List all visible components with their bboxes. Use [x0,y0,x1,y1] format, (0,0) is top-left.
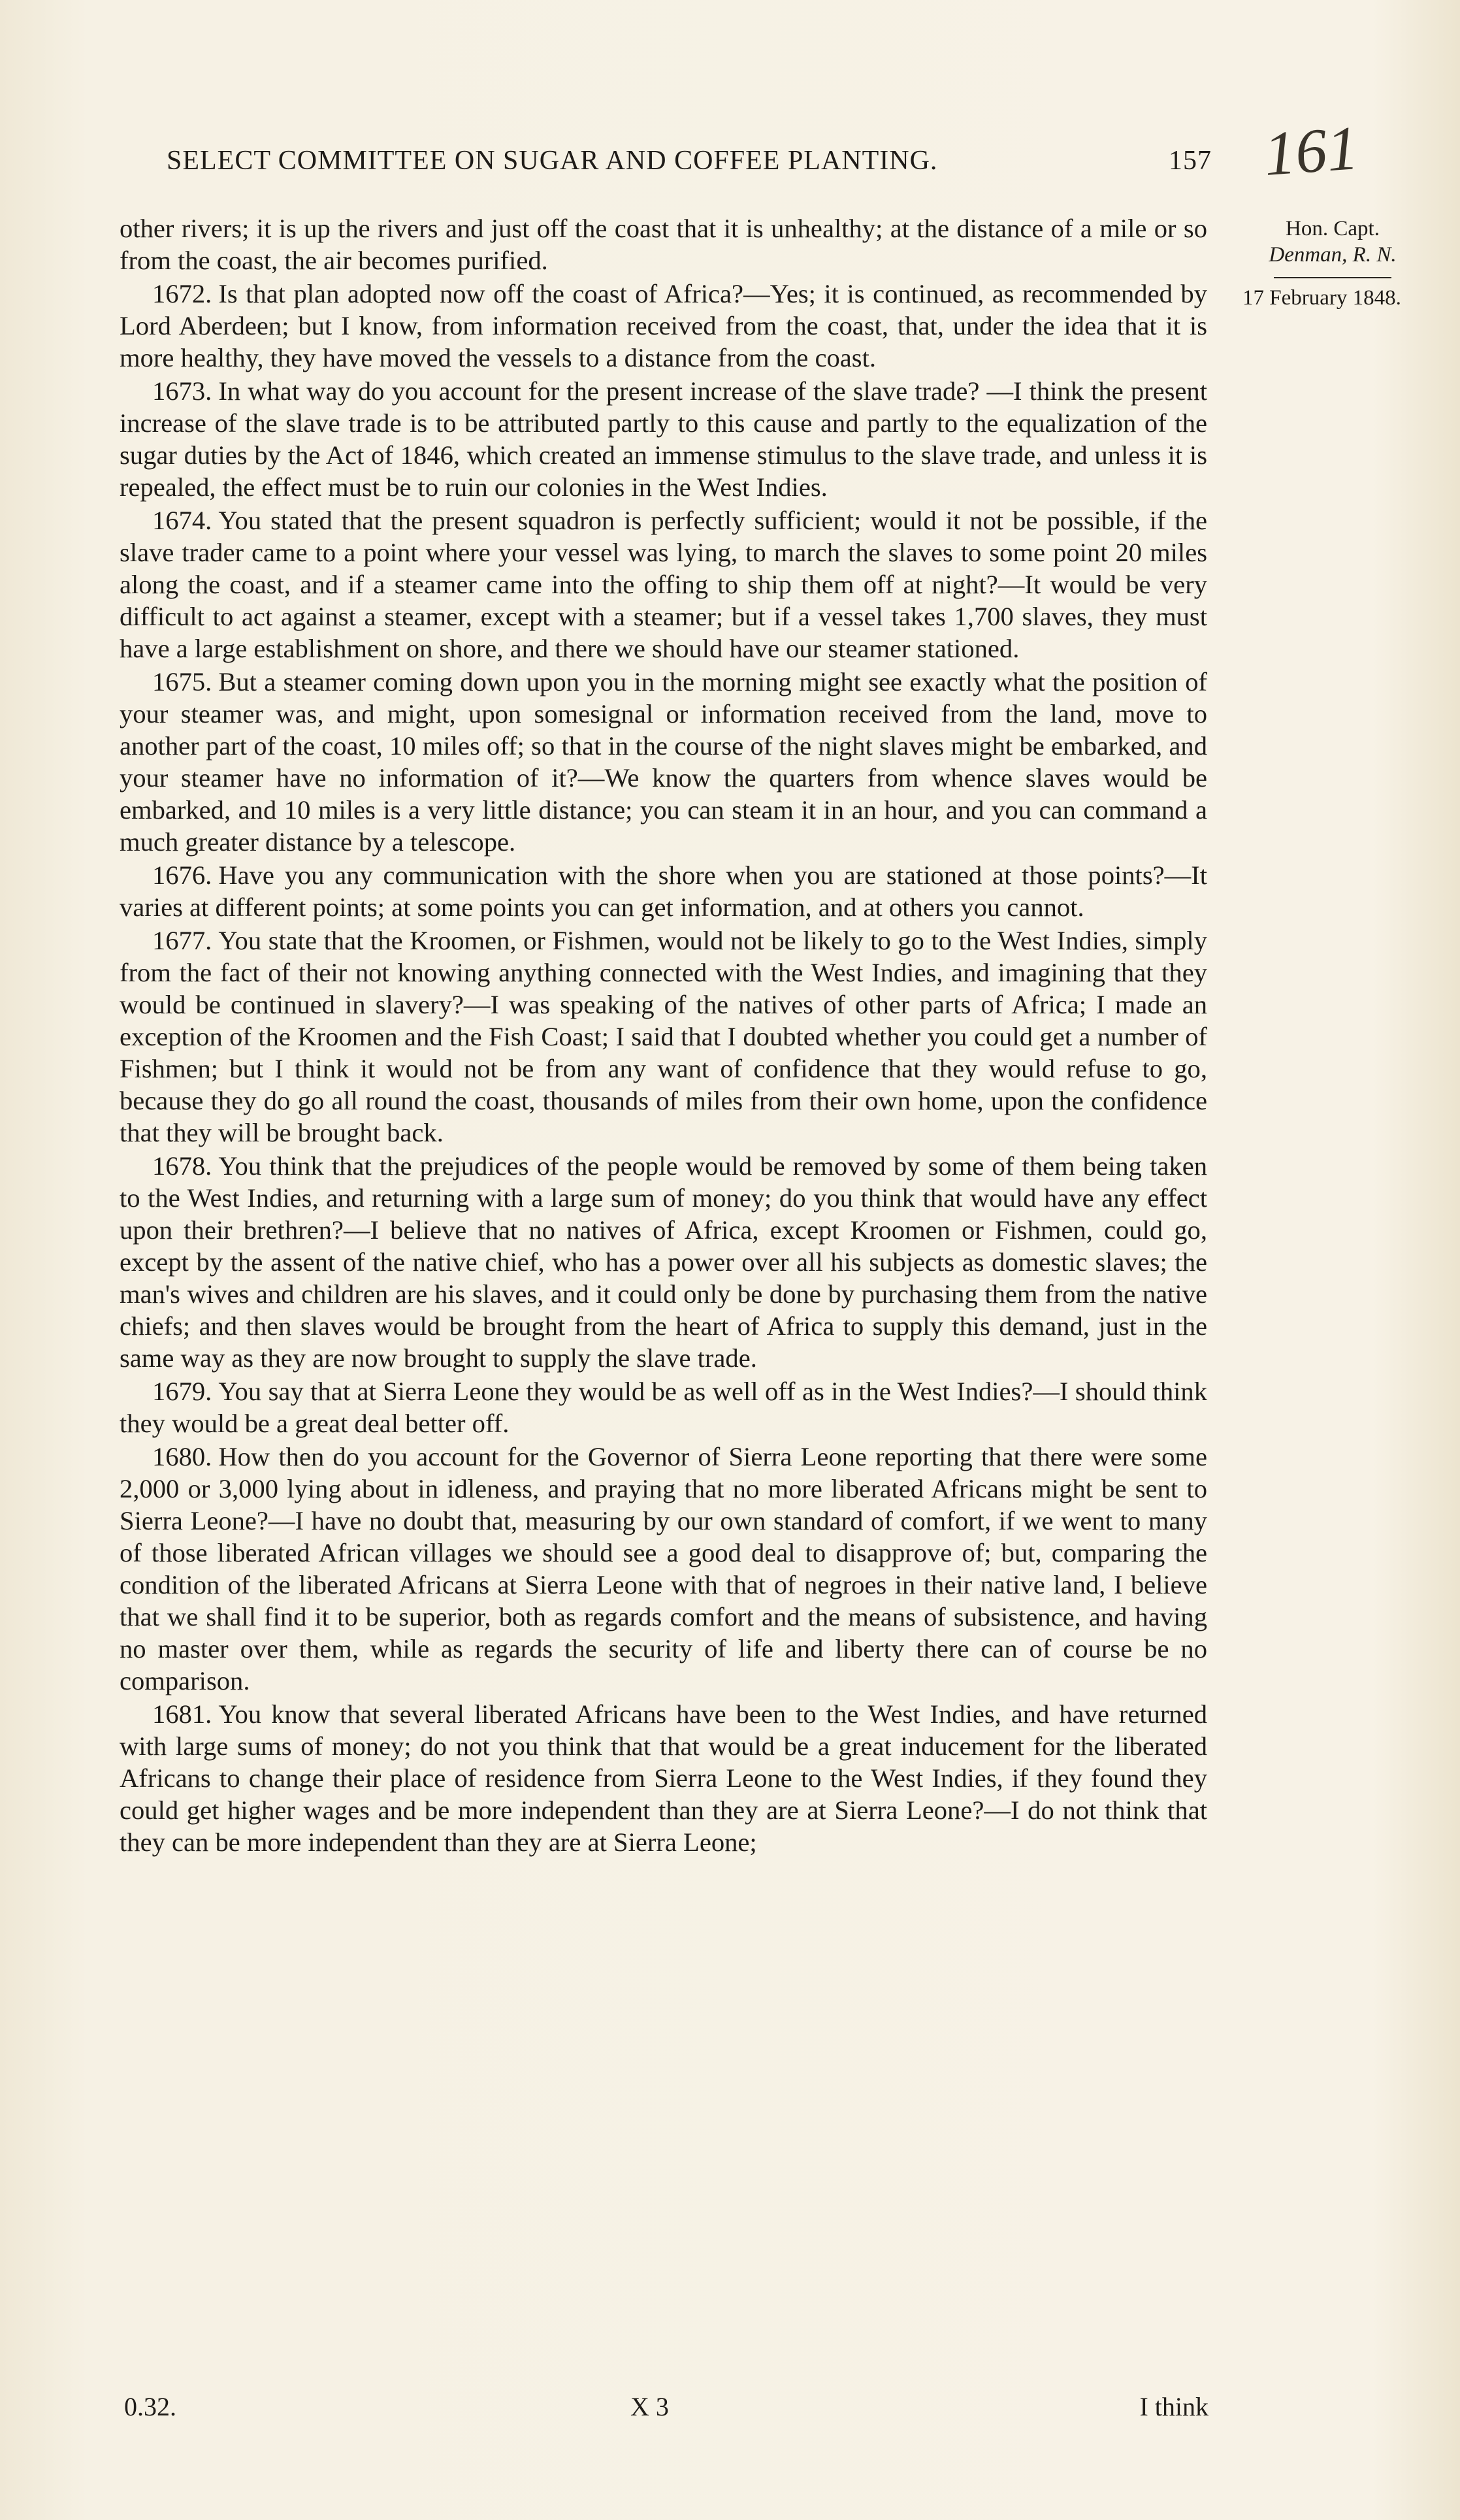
question-text: In what way do you account for the present increase of the slave trade? —I think the present increase of the slave trade is to be attributed partly to this cause and partly to the equalization of the sugar duties by the Act of 1846, which created an immense stimulus to the slave trade, and unless it is repealed, the effect must be to ruin our colonies in the West Indies. [120,376,1207,502]
question-text: How then do you account for the Governor of Sierra Leone reporting that there were some 2,000 or 3,000 lying about in idleness, and praying that no more liberated Africans might be sent to Sierra Leone?—I have no doubt that, measuring by our own standard of comfort, if we went to many of those liberated African villages we should see a good deal to disapprove of; but, comparing the condition of the liberated Africans at Sierra Leone with that of negroes in their native land, I believe that we shall find it to be superior, both as regards comfort and the means of subsistence, and having no master over them, while as regards the security of life and liberty there can of course be no comparison. [120,1442,1207,1695]
question-paragraph [120,666,1207,858]
running-title: SELECT COMMITTEE ON SUGAR AND COFFEE PLANTING. [167,146,938,176]
question-number: 1680. [152,1442,212,1471]
question-number: 1677. [152,926,212,955]
margin-note [1242,216,1418,311]
question-number: 1675. [152,667,212,696]
question-number: 1676. [152,860,212,890]
testimony-paragraphs [120,278,1207,1858]
page-number: 157 [1169,146,1212,176]
testimony-body [120,212,1207,2375]
question-paragraph [120,1150,1207,1374]
question-text: You say that at Sierra Leone they would be as well off as in the West Indies?—I should think they would be a great deal better off. [120,1377,1207,1438]
testimony-date: 17 February 1848. [1242,286,1401,310]
question-paragraph [120,375,1207,503]
question-text: Have you any communication with the shore when you are stationed at those points?—It varies at different points; at some points you can get information, and at others you cannot. [120,860,1207,922]
question-paragraph [120,504,1207,664]
opening-continuation: other rivers; it is up the rivers and just off the coast that it is unhealthy; at the distance of a mile or so from the coast, the air becomes purified. [120,214,1207,275]
running-header [147,145,1212,184]
question-paragraph [120,278,1207,374]
question-text: You know that several liberated Africans have been to the West Indies, and have returned with large sums of money; do not you think that that would be a great inducement for the liberated Africans to change their place of residence from Sierra Leone to the West Indies, if they found they could get higher wages and be more independent than they are at Sierra Leone?—I do not think that they can be more independent than they are at Sierra Leone; [120,1699,1207,1857]
question-paragraph [120,925,1207,1149]
question-text: You think that the prejudices of the people would be removed by some of them being taken to the West Indies, and returning with a large sum of money; do you think that would have any effect upon their brethren?—I believe that no natives of Africa, except Kroomen or Fishmen, could go, except by the assent of the native chief, who has a power over all his subjects as domestic slaves; the man's wives and children are his slaves, and it could only be done by purchasing them from the native chiefs; and then slaves would be brought from the heart of Africa to supply this demand, just in the same way as they are now brought to supply the slave trade. [120,1151,1207,1373]
question-number: 1679. [152,1377,212,1406]
question-paragraph [120,859,1207,923]
signature-mark: X 3 [630,2392,669,2421]
margin-divider [1274,277,1391,278]
question-number: 1673. [152,376,212,406]
question-text: You stated that the present squadron is perfectly sufficient; would it not be possible, if the slave trader came to a point where your vessel was lying, to march the slaves to some point 20 miles along the coast, and if a steamer came into the offing to ship them off at night?—It would be very difficult to act against a steamer, except with a steamer; but if a vessel takes 1,700 slaves, they must have a large establishment on shore, and there we should have our steamer stationed. [120,506,1207,663]
handwritten-folio-number: 161 [1261,112,1361,189]
question-paragraph [120,1698,1207,1858]
question-paragraph [120,1441,1207,1697]
witness-name: Denman, R. N. [1269,243,1397,267]
question-number: 1674. [152,506,212,535]
question-paragraph [120,1375,1207,1439]
question-number: 1672. [152,279,212,308]
witness-prefix: Hon. Capt. [1286,217,1380,240]
question-text: Is that plan adopted now off the coast of Africa?—Yes; it is continued, as recommended by Lord Aberdeen; but I know, from information received from the coast, that, under the idea that it is more healthy, they have moved the vessels to a distance from the coast. [120,279,1207,372]
page-footer [124,2391,1209,2424]
question-number: 1678. [152,1151,212,1181]
catchword: I think [1139,2392,1209,2421]
question-number: 1681. [152,1699,212,1729]
printer-signature: 0.32. [124,2392,176,2421]
question-text: You state that the Kroomen, or Fishmen, would not be likely to go to the West Indies, simply from the fact of their not knowing anything connected with the West Indies, and imagining that they would be continued in slavery?—I was speaking of the natives of other parts of Africa; I made an exception of the Kroomen and the Fish Coast; I said that I doubted whether you could get a number of Fishmen; but I think it would not be from any want of confidence that they would refuse to go, because they do go all round the coast, thousands of miles from their own home, upon the confidence that they will be brought back. [120,926,1207,1147]
question-text: But a steamer coming down upon you in the morning might see exactly what the position of your steamer was, and might, upon somesignal or information received from the land, move to another part of the coast, 10 miles off; so that in the course of the night slaves might be embarked, and your steamer have no information of it?—We know the quarters from whence slaves would be embarked, and 10 miles is a very little distance; you can steam it in an hour, and you can command a much greater distance by a telescope. [120,667,1207,857]
